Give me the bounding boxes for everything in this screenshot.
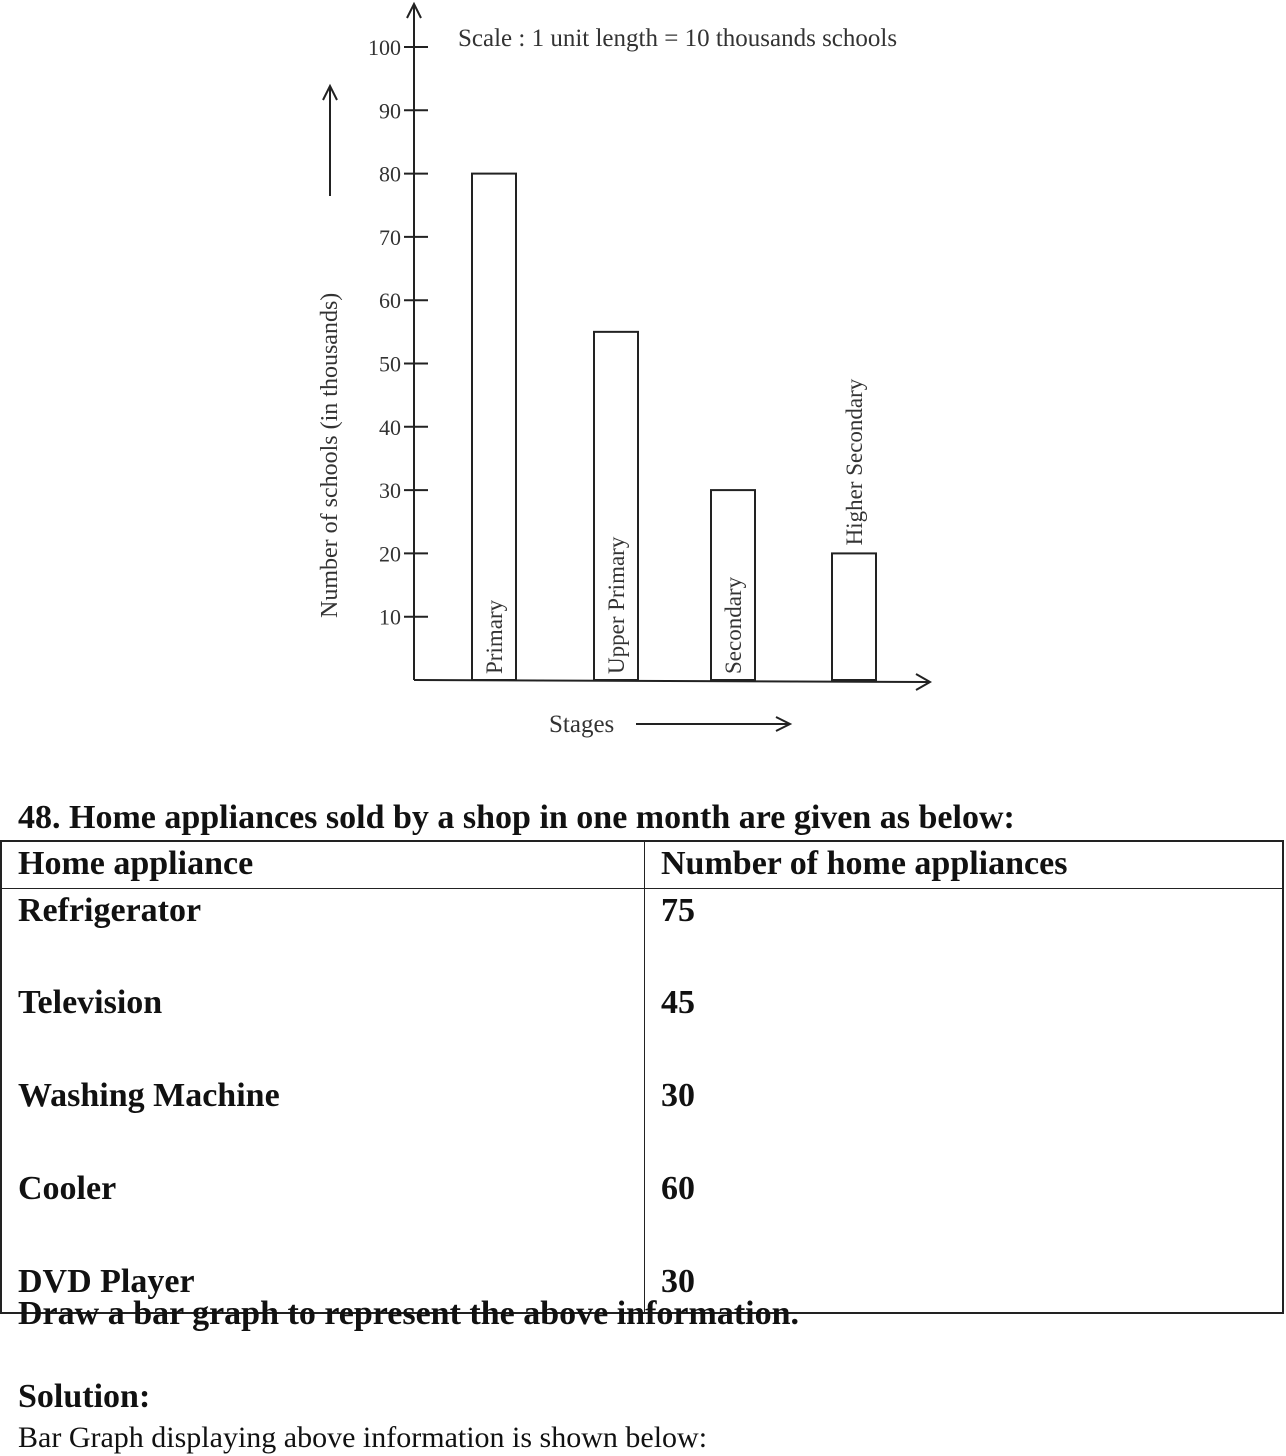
x-axis-label: Stages (549, 711, 615, 738)
y-label-arrow-icon (323, 86, 337, 196)
y-axis (407, 4, 421, 680)
bar (832, 553, 876, 680)
table-row (1, 1167, 1283, 1260)
solution-heading: Solution: (18, 1378, 151, 1415)
y-tick-label: 40 (379, 414, 401, 440)
table-row (1, 981, 1283, 1074)
cell-appliance: Washing Machine (1, 1074, 645, 1167)
y-tick-label: 60 (379, 288, 401, 314)
cell-count: 75 (645, 889, 1284, 982)
cell-appliance: Cooler (1, 1167, 645, 1260)
chart-scale-title: Scale : 1 unit length = 10 thousands schools (458, 25, 898, 52)
header-count: Number of home appliances (645, 841, 1284, 889)
bars (472, 174, 876, 680)
y-tick-label: 90 (379, 98, 401, 124)
y-tick-label: 10 (379, 604, 401, 630)
cell-count: 30 (645, 1260, 1284, 1313)
bar-category-label: Secondary (721, 576, 746, 674)
appliance-table (0, 840, 1284, 1314)
instruction-text: Draw a bar graph to represent the above information. (18, 1295, 800, 1332)
y-tick-label: 100 (368, 35, 401, 60)
y-tick-label: 80 (379, 161, 401, 187)
cell-count: 30 (645, 1074, 1284, 1167)
cell-count: 45 (645, 981, 1284, 1074)
cell-appliance: Refrigerator (1, 889, 645, 982)
solution-text: Bar Graph displaying above information is shown below: (18, 1421, 708, 1454)
y-tick-label: 30 (379, 478, 401, 504)
table-header-row (1, 841, 1283, 889)
cell-appliance: DVD Player (1, 1260, 645, 1313)
table-row (1, 889, 1283, 982)
cell-count: 60 (645, 1167, 1284, 1260)
y-tick-label: 50 (379, 351, 401, 377)
y-axis-label: Number of schools (in thousands) (317, 292, 343, 618)
table-row (1, 1074, 1283, 1167)
cell-appliance: Television (1, 981, 645, 1074)
question-title: 48. Home appliances sold by a shop in one month are given as below: (18, 799, 1015, 836)
y-tick-label: 70 (379, 224, 401, 250)
x-label-arrow-icon (636, 717, 790, 731)
bar-category-label: Primary (482, 599, 507, 674)
bar-category-label: Higher Secondary (842, 378, 867, 546)
bar-category-label: Upper Primary (604, 536, 629, 674)
y-ticks (368, 35, 428, 630)
y-tick-label: 20 (379, 541, 401, 567)
header-appliance: Home appliance (1, 841, 645, 889)
